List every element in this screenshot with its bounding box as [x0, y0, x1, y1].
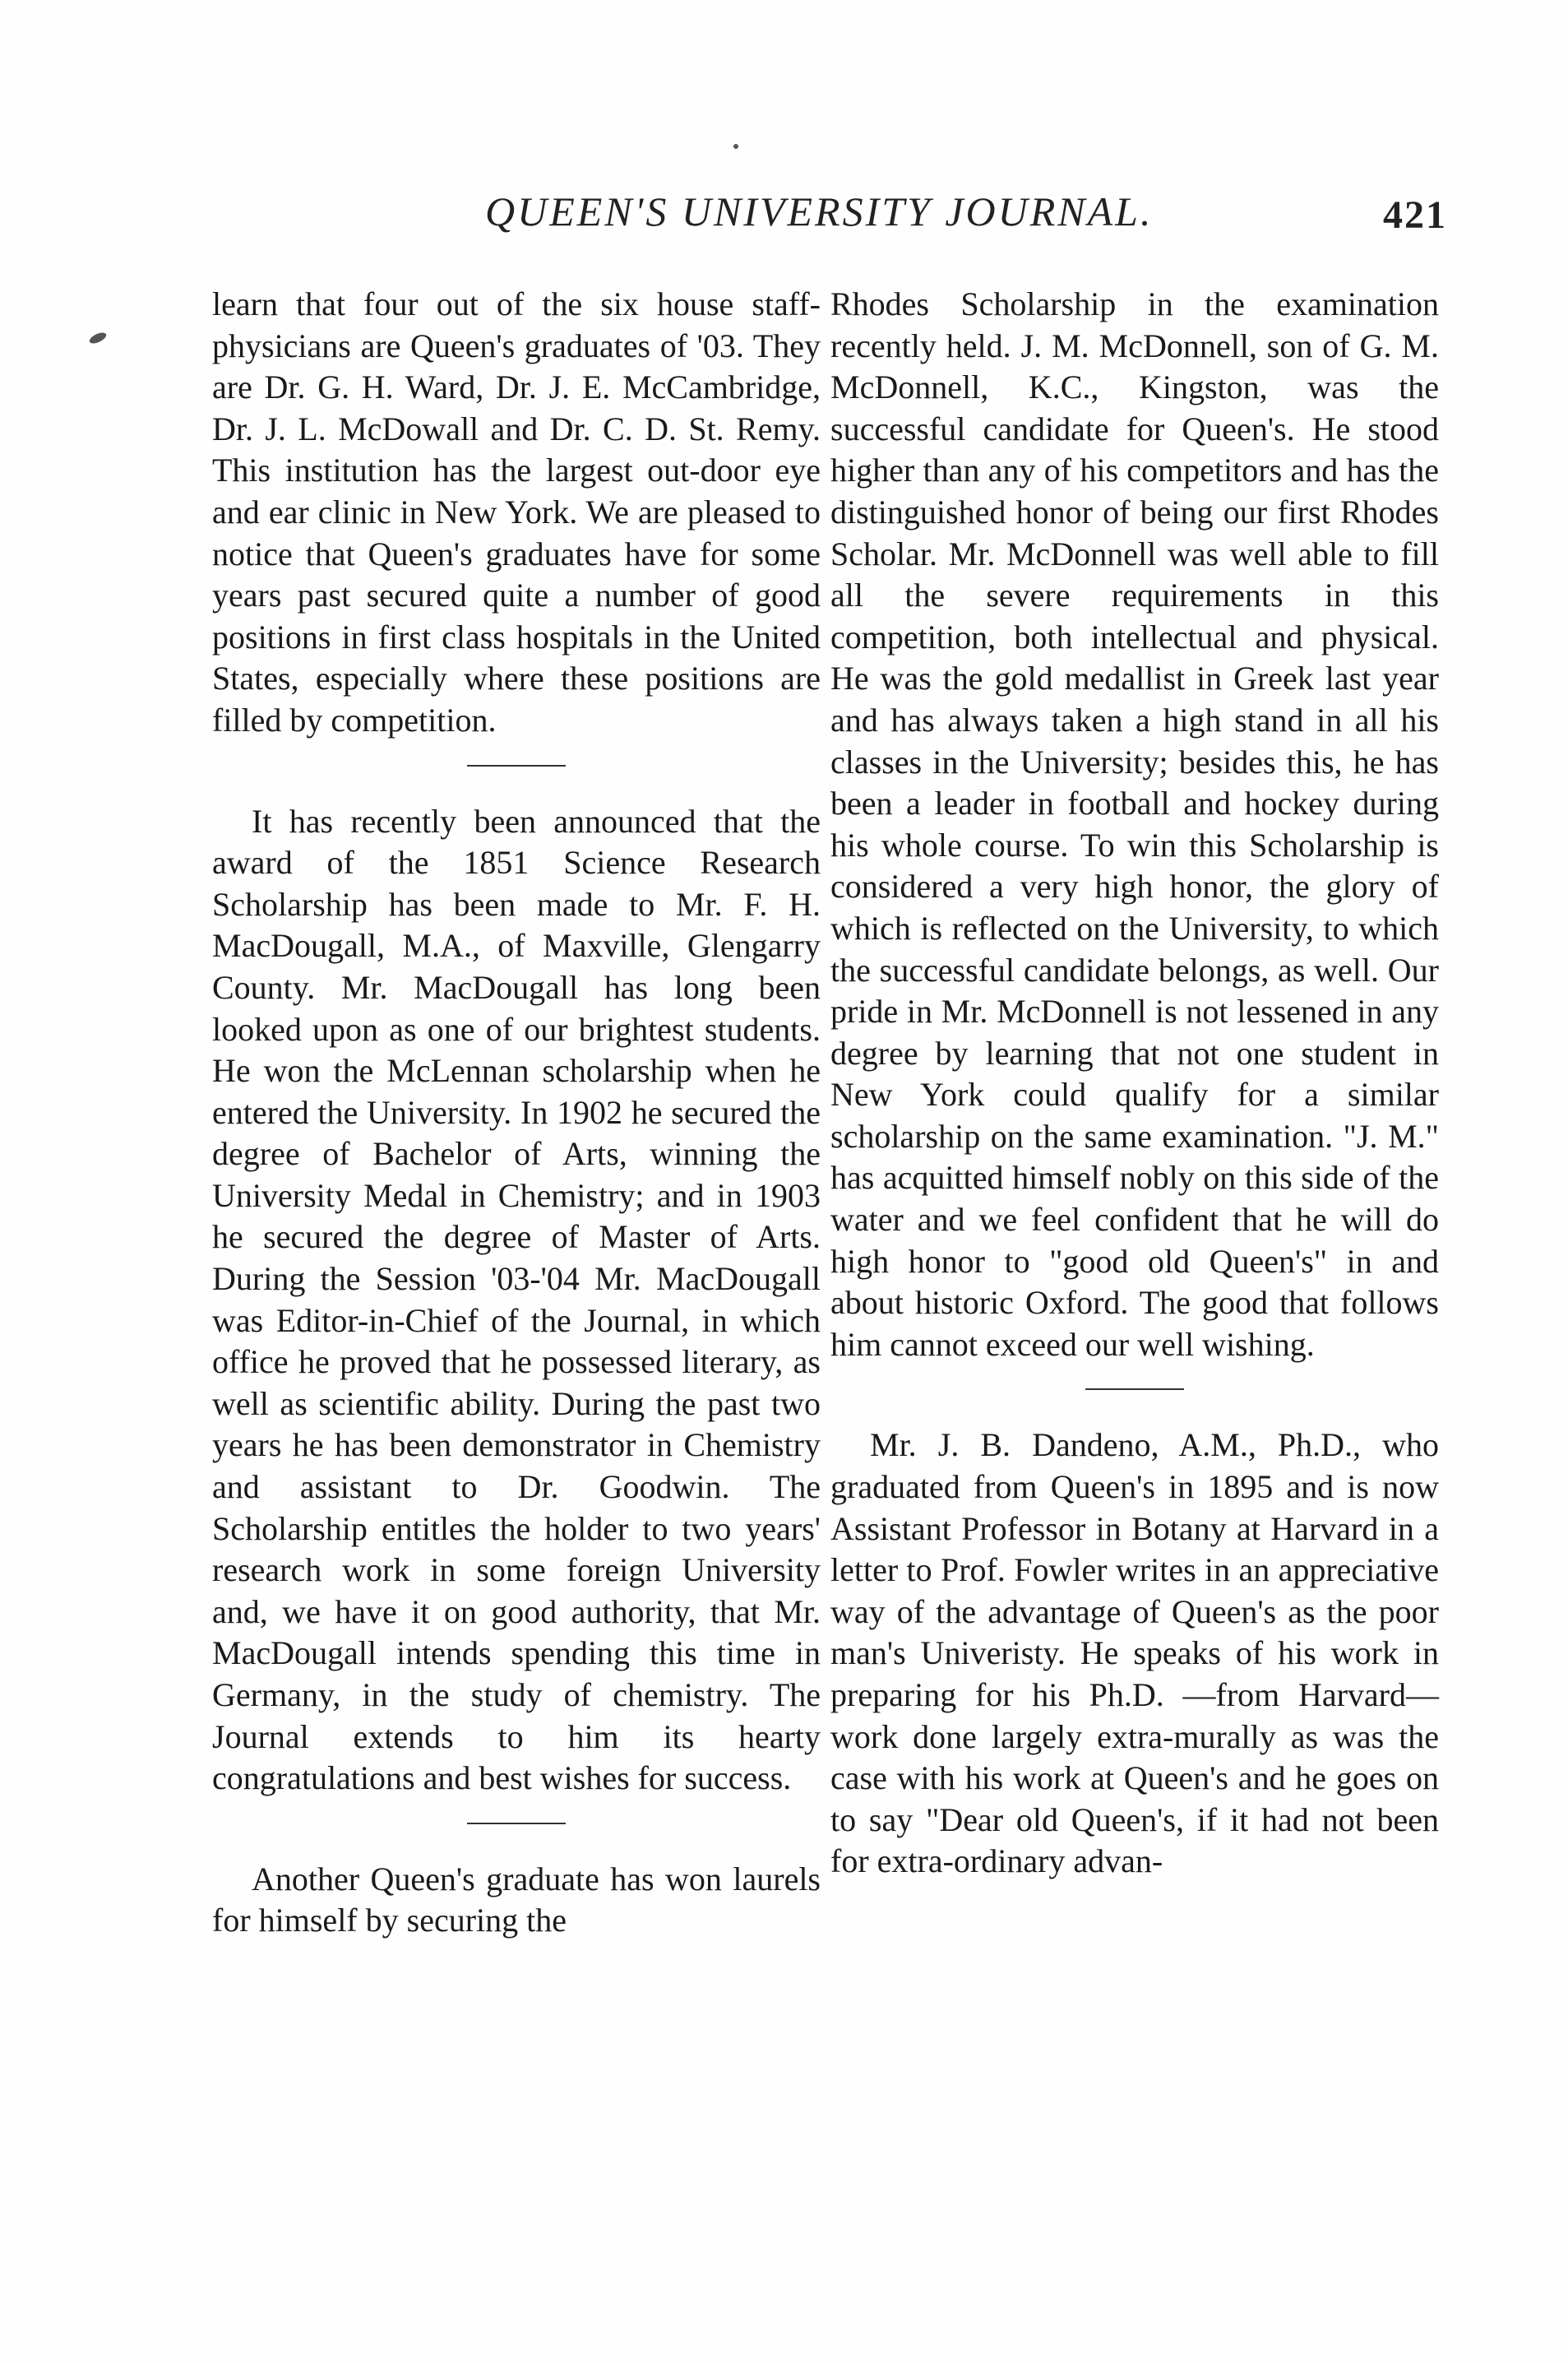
- ink-dot: [733, 144, 738, 149]
- paragraph-rhodes-scholarship: Rhodes Scholarship in the examination recently held. J. M. McDonnell, son of G. M. McDonnell, K.C., Kingston, was the successful candidate for Queen's. He stood higher than any of his competitors and has the distinguished honor of being our first Rhodes Scholar. Mr. McDonnell was well able to fill all the severe requirements in this competition, both intellectual and physical. He was the gold medallist in Greek last year and has always taken a high stand in all his classes in the University; besides this, he has been a leader in football and hockey during his whole course. To win this Scholarship is considered a very high honor, the glory of which is reflected on the University, to which the successful candidate belongs, as well. Our pride in Mr. McDonnell is not lessened in any degree by learning that not one student in New York could qualify for a similar scholarship on the same examination. "J. M." has acquitted himself nobly on this side of the water and we feel confident that he will do high honor to "good old Queen's" in and about historic Oxford. The good that follows him cannot exceed our well wishing.: [830, 285, 1439, 1363]
- left-column: [212, 284, 821, 1942]
- page-header: [460, 188, 1480, 253]
- paragraph-macdougall-scholarship: It has recently been announced that the award of the 1851 Science Research Scholarship has been made to Mr. F. H. MacDougall, M.A., of Maxville, Glengarry County. Mr. MacDougall has long been looked upon as one of our brightest students. He won the McLennan scholarship when he entered the University. In 1902 he secured the degree of Bachelor of Arts, winning the University Medal in Chemistry; and in 1903 he secured the degree of Master of Arts. During the Session '03-'04 Mr. MacDougall was Editor-in-Chief of the Journal, in which office he proved that he possessed literary, as well as scientific ability. During the past two years he has been demonstrator in Chemistry and assistant to Dr. Goodwin. The Scholarship entitles the holder to two years' research work in some foreign University and, we have it on good authority, that Mr. MacDougall intends spending this time in Germany, in the study of chemistry. The Journal extends to him its hearty congratulations and best wishes for success.: [212, 802, 821, 1797]
- section-divider: [467, 1823, 566, 1824]
- section-divider: [1085, 1388, 1184, 1390]
- section-divider: [467, 765, 566, 767]
- journal-title: QUEEN'S UNIVERSITY JOURNAL.: [485, 188, 1154, 234]
- page-number: 421: [1383, 193, 1447, 237]
- paragraph-dandeno: Mr. J. B. Dandeno, A.M., Ph.D., who graduated from Queen's in 1895 and is now Assistant Professor in Botany at Harvard in a letter to Prof. Fowler writes in an appreciative way of the advantage of Queen's as the poor man's Univeristy. He speaks of his work in preparing for his Ph.D. —from Harvard—work done largely extra-murally as was the case with his work at Queen's and he goes on to say "Dear old Queen's, if it had not been for extra-ordinary advan-: [830, 1426, 1439, 1880]
- paragraph-another-graduate: Another Queen's graduate has won laurels for himself by securing the: [212, 1860, 821, 1939]
- paragraph-staff-physicians: learn that four out of the six house staff-physicians are Queen's graduates of '03. They are Dr. G. H. Ward, Dr. J. E. McCambridge, Dr. J. L. McDowall and Dr. C. D. St. Remy. This institution has the largest out-door eye and ear clinic in New York. We are pleased to notice that Queen's graduates have for some years past secured quite a number of good positions in first class hospitals in the United States, especially where these positions are filled by competition.: [212, 285, 821, 739]
- right-column: [830, 284, 1439, 1883]
- ink-mark: [88, 331, 108, 345]
